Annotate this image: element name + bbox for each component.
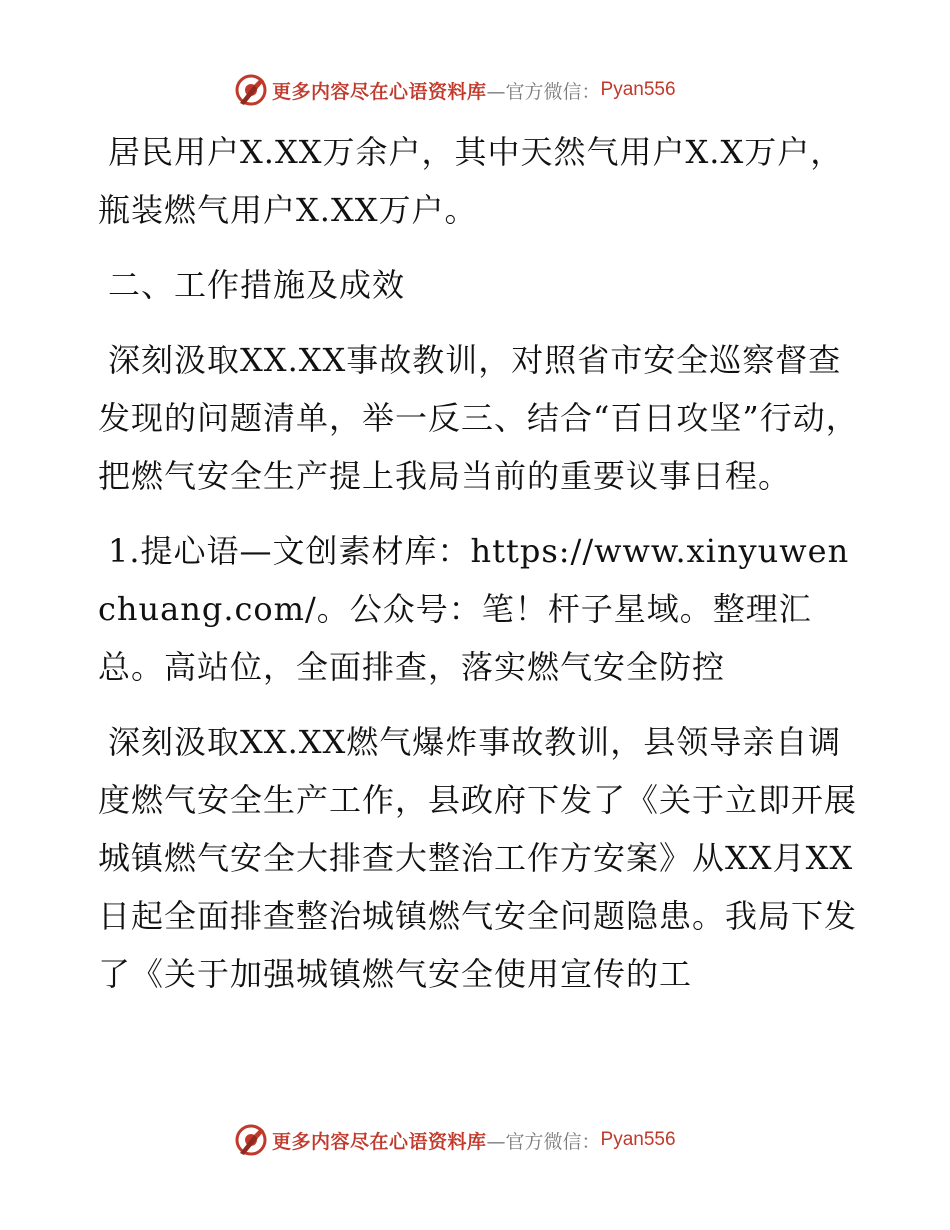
header-banner-id: Pyan556 — [600, 79, 676, 100]
paragraph-item-1: 1.提心语—文创素材库：https://www.xinyuwenchuang.com/。公众号：笔！杆子星域。整理汇总。高站位，全面排查，落实燃气安全防控 — [98, 532, 850, 686]
footer-banner-id: Pyan556 — [600, 1129, 676, 1150]
paragraph-lessons: 深刻汲取XX.XX事故教训，对照省市安全巡察督查发现的问题清单，举一反三、结合“百日攻坚”行动，把燃气安全生产提上我局当前的重要议事日程。 — [98, 341, 859, 495]
footer-banner-sub: —官方微信： — [486, 1130, 601, 1153]
pen-logo-icon — [234, 73, 268, 107]
footer-watermark-banner — [234, 1122, 676, 1158]
paragraph-household-stats: 居民用户X.XX万余户，其中天然气用户X.X万户，瓶装燃气用户X.XX万户。 — [98, 133, 844, 229]
paragraph-inspection: 深刻汲取XX.XX燃气爆炸事故教训，县领导亲自调度燃气安全生产工作，县政府下发了《关于立即开展城镇燃气安全大排查大整治工作方安案》从XX月XX日起全面排查整治城镇燃气安全问题隐患。我局下发了《关于加强城镇燃气安全使用宣传的工 — [98, 723, 858, 993]
document-body — [98, 123, 868, 1020]
header-banner-sub: —官方微信： — [486, 80, 601, 103]
header-watermark-banner — [234, 72, 676, 108]
footer-banner-main: 更多内容尽在心语资料库 — [272, 1130, 487, 1153]
pen-logo-icon — [234, 1123, 268, 1157]
section-heading: 二、工作措施及成效 — [108, 266, 406, 304]
header-banner-main: 更多内容尽在心语资料库 — [272, 80, 487, 103]
